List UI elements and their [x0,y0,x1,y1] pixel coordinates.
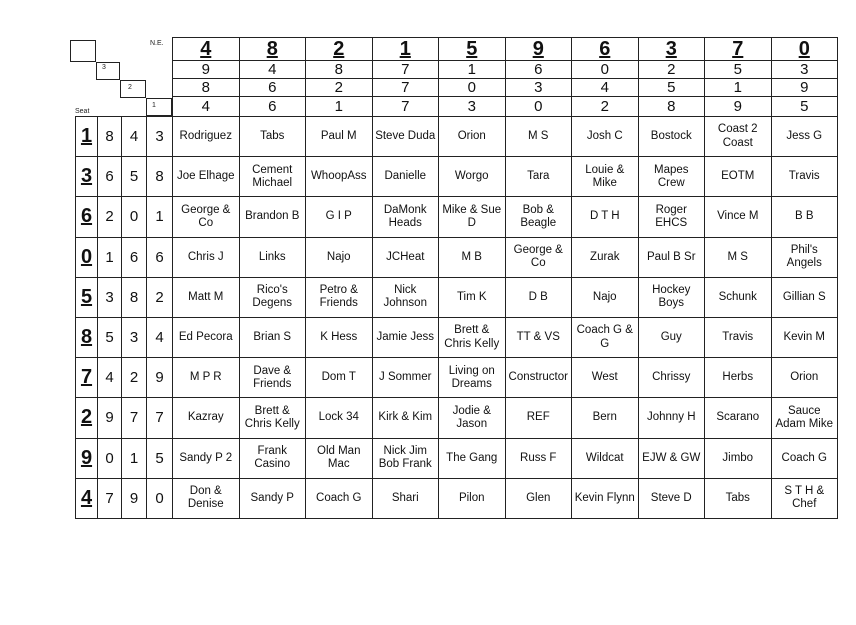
grid-square-name: Petro & Friends [305,277,373,318]
column-header-number: 3 [505,78,573,97]
corner-row-label: 3 [102,64,106,71]
row-header-number: 7 [146,397,173,438]
grid-square-name: Chrissy [638,357,706,398]
grid-square-name: Bern [571,397,639,438]
grid-square-name: EOTM [704,156,772,197]
grid-square-name: G I P [305,196,373,237]
grid-square-name: JCHeat [372,237,440,278]
grid-square-name: Mike & Sue D [438,196,506,237]
row-header-number: 6 [146,237,173,278]
row-header-number: 7 [97,478,122,519]
grid-square-name: Jimbo [704,438,772,479]
grid-square-name: Gillian S [771,277,839,318]
grid-square-name: Matt M [172,277,240,318]
row-header-number: 9 [146,357,173,398]
row-header-number: 4 [121,116,147,157]
grid-square-name: Tara [505,156,573,197]
column-header-number: 5 [638,78,706,97]
grid-square-name: Danielle [372,156,440,197]
column-header-number: 1 [704,78,772,97]
grid-square-name: M B [438,237,506,278]
grid-square-name: Brett & Chris Kelly [239,397,307,438]
grid-square-name: Tabs [704,478,772,519]
column-header-number: 8 [172,78,240,97]
grid-square-name: DaMonk Heads [372,196,440,237]
grid-square-name: D T H [571,196,639,237]
grid-square-name: Glen [505,478,573,519]
row-header-number: 5 [146,438,173,479]
grid-square-name: Louie & Mike [571,156,639,197]
grid-square-name: George & Co [505,237,573,278]
grid-square-name: Worgo [438,156,506,197]
row-header-number: 4 [146,317,173,358]
grid-square-name: Brian S [239,317,307,358]
grid-square-name: Jess G [771,116,839,157]
grid-square-name: S T H & Chef [771,478,839,519]
grid-square-name: D B [505,277,573,318]
row-header-number: 0 [146,478,173,519]
grid-square-name: Josh C [571,116,639,157]
column-header-number: 5 [704,60,772,79]
row-header-number: 6 [121,237,147,278]
row-header-main: 7 [75,357,98,398]
grid-square-name: Rico's Degens [239,277,307,318]
grid-square-name: J Sommer [372,357,440,398]
grid-square-name: Kirk & Kim [372,397,440,438]
grid-square-name: M P R [172,357,240,398]
column-header-number: 1 [305,96,373,117]
grid-square-name: Orion [771,357,839,398]
column-header-number: 0 [438,78,506,97]
grid-square-name: Brett & Chris Kelly [438,317,506,358]
grid-square-name: Pilon [438,478,506,519]
row-header-main: 8 [75,317,98,358]
grid-square-name: Sauce Adam Mike [771,397,839,438]
grid-square-name: Cement Michael [239,156,307,197]
column-header-number: 2 [305,78,373,97]
grid-square-name: Sandy P 2 [172,438,240,479]
row-header-main: 4 [75,478,98,519]
grid-square-name: Guy [638,317,706,358]
grid-square-name: Paul M [305,116,373,157]
grid-square-name: Coach G [305,478,373,519]
row-header-number: 9 [97,397,122,438]
column-header-number: 9 [172,60,240,79]
row-header-number: 2 [97,196,122,237]
grid-square-name: Joe Elhage [172,156,240,197]
row-header-main: 5 [75,277,98,318]
column-header-number: 9 [704,96,772,117]
grid-square-name: Coach G & G [571,317,639,358]
grid-square-name: Kevin Flynn [571,478,639,519]
row-header-number: 1 [97,237,122,278]
column-header-main: 1 [372,37,440,61]
grid-square-name: Living on Dreams [438,357,506,398]
grid-square-name: B B [771,196,839,237]
seat-label: Seat [75,108,90,115]
grid-square-name: Travis [704,317,772,358]
grid-square-name: Dom T [305,357,373,398]
grid-square-name: Lock 34 [305,397,373,438]
grid-square-name: Shari [372,478,440,519]
column-header-number: 6 [239,78,307,97]
column-header-number: 8 [638,96,706,117]
grid-square-name: Constructor [505,357,573,398]
row-header-number: 8 [146,156,173,197]
row-header-number: 1 [146,196,173,237]
grid-square-name: M S [505,116,573,157]
column-header-number: 0 [505,96,573,117]
row-header-number: 8 [121,277,147,318]
grid-square-name: M S [704,237,772,278]
row-header-number: 2 [121,357,147,398]
grid-square-name: Orion [438,116,506,157]
row-header-number: 7 [121,397,147,438]
grid-square-name: TT & VS [505,317,573,358]
row-header-number: 6 [97,156,122,197]
row-header-main: 9 [75,438,98,479]
grid-square-name: Nick Johnson [372,277,440,318]
grid-square-name: Ed Pecora [172,317,240,358]
grid-square-name: West [571,357,639,398]
grid-square-name: Wildcat [571,438,639,479]
row-header-number: 3 [97,277,122,318]
column-header-main: 9 [505,37,573,61]
row-header-main: 1 [75,116,98,157]
grid-square-name: Jodie & Jason [438,397,506,438]
column-header-number: 6 [505,60,573,79]
grid-square-name: Steve Duda [372,116,440,157]
grid-square-name: Roger EHCS [638,196,706,237]
ne-label: N.E. [150,40,164,47]
grid-square-name: Mapes Crew [638,156,706,197]
column-header-main: 2 [305,37,373,61]
row-header-number: 5 [97,317,122,358]
row-header-number: 8 [97,116,122,157]
row-header-number: 1 [121,438,147,479]
grid-square-name: Kevin M [771,317,839,358]
column-header-main: 8 [239,37,307,61]
grid-square-name: Tim K [438,277,506,318]
row-header-number: 0 [97,438,122,479]
grid-square-name: EJW & GW [638,438,706,479]
grid-square-name: Najo [305,237,373,278]
grid-square-name: WhoopAss [305,156,373,197]
grid-square-name: Old Man Mac [305,438,373,479]
grid-square-name: Herbs [704,357,772,398]
column-header-number: 0 [571,60,639,79]
grid-square-name: K Hess [305,317,373,358]
row-header-number: 3 [121,317,147,358]
grid-square-name: Nick Jim Bob Frank [372,438,440,479]
grid-square-name: Brandon B [239,196,307,237]
row-header-number: 3 [146,116,173,157]
column-header-number: 3 [438,96,506,117]
grid-square-name: Kazray [172,397,240,438]
corner-row-label: 2 [128,84,132,91]
column-header-number: 2 [638,60,706,79]
grid-square-name: Hockey Boys [638,277,706,318]
row-header-number: 2 [146,277,173,318]
corner-box [120,80,146,98]
column-header-number: 9 [771,78,839,97]
column-header-number: 7 [372,60,440,79]
column-header-number: 1 [438,60,506,79]
grid-square-name: Sandy P [239,478,307,519]
row-header-main: 2 [75,397,98,438]
column-header-main: 3 [638,37,706,61]
column-header-number: 4 [239,60,307,79]
grid-square-name: Coach G [771,438,839,479]
grid-square-name: REF [505,397,573,438]
column-header-number: 4 [571,78,639,97]
grid-square-name: Rodriguez [172,116,240,157]
row-header-main: 6 [75,196,98,237]
grid-square-name: Coast 2 Coast [704,116,772,157]
row-header-number: 0 [121,196,147,237]
corner-box [70,40,96,62]
grid-square-name: Links [239,237,307,278]
grid-square-name: Schunk [704,277,772,318]
column-header-main: 6 [571,37,639,61]
grid-square-name: The Gang [438,438,506,479]
column-header-number: 4 [172,96,240,117]
column-header-number: 7 [372,78,440,97]
row-header-number: 9 [121,478,147,519]
column-header-main: 0 [771,37,839,61]
grid-square-name: Russ F [505,438,573,479]
grid-square-name: Tabs [239,116,307,157]
grid-square-name: Dave & Friends [239,357,307,398]
column-header-main: 4 [172,37,240,61]
grid-square-name: Johnny H [638,397,706,438]
row-header-main: 0 [75,237,98,278]
grid-square-name: Jamie Jess [372,317,440,358]
grid-square-name: Scarano [704,397,772,438]
grid-square-name: Bostock [638,116,706,157]
corner-box [96,62,120,80]
column-header-main: 5 [438,37,506,61]
column-header-number: 7 [372,96,440,117]
column-header-number: 2 [571,96,639,117]
grid-square-name: Vince M [704,196,772,237]
row-header-number: 4 [97,357,122,398]
grid-square-name: Bob & Beagle [505,196,573,237]
grid-square-name: Phil's Angels [771,237,839,278]
grid-square-name: Zurak [571,237,639,278]
corner-box [146,98,172,116]
column-header-number: 6 [239,96,307,117]
column-header-number: 3 [771,60,839,79]
corner-row-label: 1 [152,102,156,109]
grid-square-name: Chris J [172,237,240,278]
column-header-number: 8 [305,60,373,79]
column-header-number: 5 [771,96,839,117]
row-header-number: 5 [121,156,147,197]
grid-square-name: Najo [571,277,639,318]
grid-square-name: Steve D [638,478,706,519]
grid-square-name: George & Co [172,196,240,237]
row-header-main: 3 [75,156,98,197]
grid-square-name: Travis [771,156,839,197]
column-header-main: 7 [704,37,772,61]
grid-square-name: Frank Casino [239,438,307,479]
grid-square-name: Paul B Sr [638,237,706,278]
grid-square-name: Don & Denise [172,478,240,519]
